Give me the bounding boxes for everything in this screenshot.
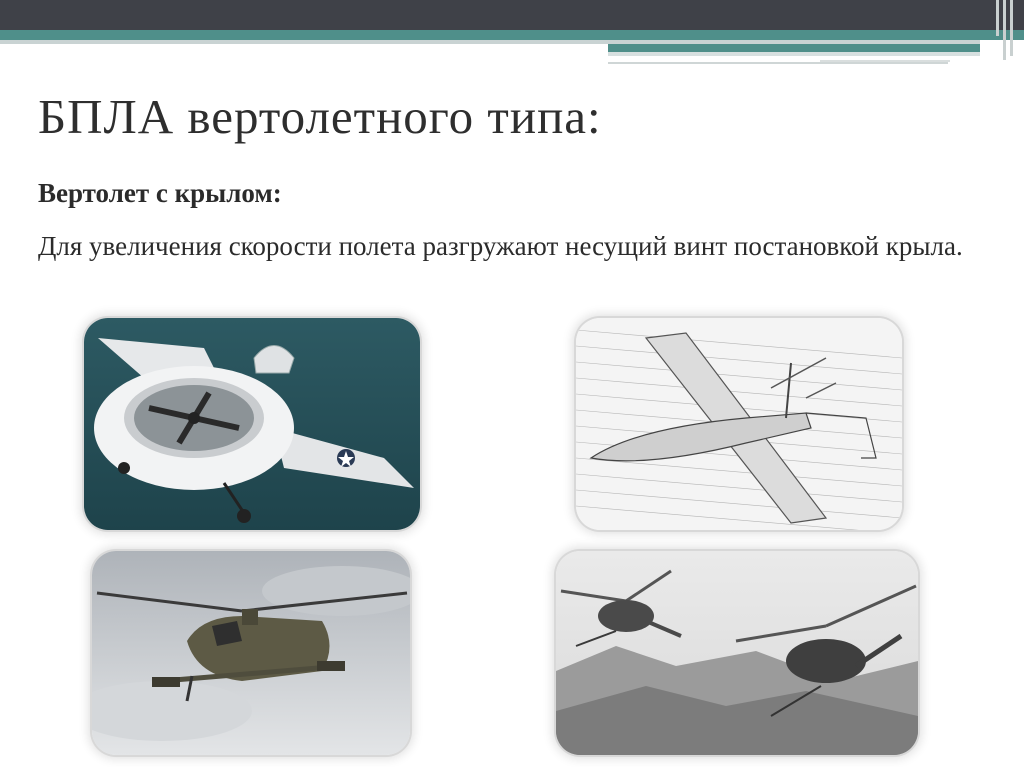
top-light-step [608,52,980,56]
ducted-fan-winged-uav-photo [84,318,420,530]
two-helicopter-drones-photo [556,551,918,755]
slide-subtitle: Вертолет с крылом: [38,178,282,208]
top-thin-line [608,62,948,64]
top-vertical-line [1010,0,1013,56]
winged-attack-helicopter-photo [92,551,410,755]
winged-helicopter-uav-drawing-photo [576,318,902,530]
top-thin-line-short [820,60,950,62]
top-vertical-line [996,0,999,36]
top-vertical-line [1003,0,1006,60]
top-teal-step [608,44,980,52]
top-teal-band [0,30,1024,40]
slide-body-text: Для увеличения скорости полета разгружают несущий винт постановкой крыла. [38,231,963,261]
top-dark-bar [0,0,1024,30]
slide-title: БПЛА вертолетного типа: [38,89,602,144]
